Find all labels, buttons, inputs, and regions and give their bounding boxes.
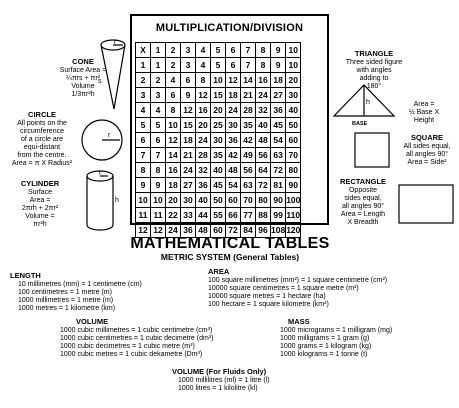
table-row: [136, 163, 301, 178]
table-cell: 9: [181, 88, 196, 103]
table-cell: 36: [226, 133, 241, 148]
table-cell: 28: [241, 103, 256, 118]
table-cell: 1: [151, 58, 166, 73]
cylinder-text: [4, 189, 76, 229]
table-cell: 30: [181, 193, 196, 208]
rectangle-section: [332, 178, 394, 227]
cylinder-line: Surface: [27, 188, 53, 196]
table-row: [136, 58, 301, 73]
table-cell: 70: [286, 148, 301, 163]
table-cell: 88: [256, 208, 271, 223]
square-shape: [355, 133, 389, 167]
square-section: [396, 134, 458, 167]
cone-line: Surface Area =: [59, 66, 107, 74]
square-line: all angles 90°: [405, 150, 449, 158]
table-cell: 72: [226, 223, 241, 238]
table-cell: 8: [166, 103, 181, 118]
header-cell: 8: [256, 43, 271, 58]
volume-text: [60, 327, 270, 359]
table-cell: 5: [211, 58, 226, 73]
table-cell: 21: [241, 88, 256, 103]
circle-label-r: r: [108, 132, 111, 139]
table-cell: 7: [151, 148, 166, 163]
table-cell: 20: [286, 73, 301, 88]
fluids-title: VOLUME (For Fluids Only): [172, 367, 267, 376]
table-cell: 55: [211, 208, 226, 223]
header-cell: 1: [151, 43, 166, 58]
volume-line: 1000 cubic decimetres = 1 cubic metre (m³): [60, 342, 195, 350]
table-cell: 16: [166, 163, 181, 178]
header-cell: 10: [286, 43, 301, 58]
table-cell: 40: [256, 118, 271, 133]
cylinder-diagram: [84, 168, 120, 234]
page-title: MATHEMATICAL TABLES: [130, 235, 330, 252]
triangle-line: with angles: [356, 66, 392, 74]
fluids-text: [172, 377, 332, 393]
cylinder-section: [4, 180, 76, 229]
table-cell: 24: [226, 103, 241, 118]
table-row: [136, 88, 301, 103]
length-line: 10 millimetres (mm) = 1 centimetre (cm): [18, 280, 142, 288]
table-cell: 72: [256, 178, 271, 193]
cone-label-r: r: [114, 39, 117, 46]
table-cell: 100: [286, 193, 301, 208]
fluids-line: 1000 millilitres (ml) = 1 litre (l): [178, 376, 270, 384]
table-cell: 6: [226, 58, 241, 73]
table-cell: 18: [181, 133, 196, 148]
table-cell: 18: [271, 73, 286, 88]
header-cell: 4: [136, 103, 151, 118]
cylinder-line: πr²h: [33, 220, 47, 228]
cone-side-left: [101, 45, 114, 109]
header-cell: 5: [136, 118, 151, 133]
mass-line: 1000 micrograms = 1 milligram (mg): [280, 326, 393, 334]
header-cell: 3: [136, 88, 151, 103]
circle-line: equi-distant: [23, 143, 61, 151]
volume-section: [60, 318, 270, 359]
table-cell: 30: [226, 118, 241, 133]
table-cell: 60: [226, 193, 241, 208]
triangle-area-text: [396, 101, 452, 125]
table-cell: 10: [151, 193, 166, 208]
table-cell: 40: [211, 163, 226, 178]
volume-line: 1000 cubic millimetres = 1 cubic centimetre (cm³): [60, 326, 213, 334]
header-cell: 2: [136, 73, 151, 88]
table-cell: 63: [241, 178, 256, 193]
table-cell: 18: [166, 178, 181, 193]
table-cell: 110: [286, 208, 301, 223]
cylinder-bottom: [87, 225, 113, 230]
square-line: All sides equal,: [403, 142, 451, 150]
table-cell: 4: [196, 58, 211, 73]
table-cell: 24: [181, 163, 196, 178]
mass-line: 1000 grams = 1 kilogram (kg): [280, 342, 372, 350]
table-cell: 12: [181, 103, 196, 118]
table-cell: 10: [286, 58, 301, 73]
page-subtitle: METRIC SYSTEM (General Tables): [160, 252, 300, 262]
table-cell: 27: [271, 88, 286, 103]
table-cell: 56: [241, 163, 256, 178]
cone-line: 1/3πr²h: [71, 90, 95, 98]
table-cell: 7: [241, 58, 256, 73]
table-cell: 84: [241, 223, 256, 238]
cone-side-right: [114, 45, 125, 109]
area-line: 10000 square metres = 1 hectare (ha): [208, 292, 326, 300]
table-cell: 9: [151, 178, 166, 193]
table-cell: 14: [241, 73, 256, 88]
header-cell: 9: [271, 43, 286, 58]
table-cell: 9: [271, 58, 286, 73]
header-cell: 6: [136, 133, 151, 148]
table-cell: 16: [196, 103, 211, 118]
rectangle-line: X Breadth: [347, 218, 379, 226]
table-cell: 4: [166, 73, 181, 88]
rectangle-text: [332, 187, 394, 227]
length-line: 1000 metres = 1 kilometre (km): [18, 304, 116, 312]
rectangle-diagram: [396, 182, 456, 226]
square-line: Area = Side²: [407, 158, 447, 166]
cone-title: CONE: [72, 57, 94, 66]
table-cell: 80: [286, 163, 301, 178]
table-cell: 60: [286, 133, 301, 148]
table-cell: 108: [271, 223, 286, 238]
table-cell: 3: [151, 88, 166, 103]
table-cell: 3: [181, 58, 196, 73]
table-cell: 42: [226, 148, 241, 163]
table-cell: 48: [226, 163, 241, 178]
table-cell: 80: [256, 193, 271, 208]
mass-section: [280, 318, 455, 359]
table-cell: 12: [166, 133, 181, 148]
cone-line: Volume: [71, 82, 95, 90]
area-section: [208, 268, 458, 309]
table-cell: 33: [181, 208, 196, 223]
table-cell: 2: [151, 73, 166, 88]
table-cell: 48: [196, 223, 211, 238]
length-section: [10, 272, 200, 313]
table-cell: 11: [151, 208, 166, 223]
length-line: 100 centimetres = 1 metre (m): [18, 288, 112, 296]
header-cell: 5: [211, 43, 226, 58]
triangle-label-base: BASE: [352, 121, 368, 127]
table-cell: 21: [181, 148, 196, 163]
table-cell: 44: [196, 208, 211, 223]
table-cell: 20: [166, 193, 181, 208]
table-cell: 25: [211, 118, 226, 133]
header-cell: 7: [241, 43, 256, 58]
table-cell: 96: [256, 223, 271, 238]
triangle-line: Area =: [413, 101, 435, 108]
table-cell: 10: [211, 73, 226, 88]
table-cell: 63: [271, 148, 286, 163]
table-cell: 10: [166, 118, 181, 133]
table-cell: 90: [286, 178, 301, 193]
table-cell: 12: [196, 88, 211, 103]
table-cell: 22: [166, 208, 181, 223]
triangle-diagram: [330, 82, 398, 128]
table-cell: 8: [151, 163, 166, 178]
rectangle-line: Area = Length: [340, 210, 386, 218]
circle-title: CIRCLE: [28, 110, 56, 119]
header-cell: 9: [136, 178, 151, 193]
table-cell: 40: [196, 193, 211, 208]
header-cell: 4: [196, 43, 211, 58]
volume-line: 1000 cubic metres = 1 cubic dekametre (Dm³): [60, 350, 203, 358]
area-line: 100 square millimetres (mm²) = 1 square centimetre (cm²): [208, 276, 388, 284]
area-text: [208, 277, 458, 309]
table-cell: 24: [256, 88, 271, 103]
table-cell: 28: [196, 148, 211, 163]
table-cell: 81: [271, 178, 286, 193]
table-row: [136, 103, 301, 118]
table-cell: 49: [241, 148, 256, 163]
header-cell: 6: [226, 43, 241, 58]
table-cell: 36: [271, 103, 286, 118]
table-row: [136, 133, 301, 148]
table-cell: 56: [256, 148, 271, 163]
circle-line: circumference: [20, 127, 64, 135]
header-cell: 2: [166, 43, 181, 58]
cylinder-line: Area =: [29, 196, 51, 204]
table-cell: 64: [256, 163, 271, 178]
table-cell: 45: [211, 178, 226, 193]
area-line: 100 hectare = 1 square kilometre (km²): [208, 300, 329, 308]
table-cell: 6: [181, 73, 196, 88]
circle-line: from the centre.: [17, 151, 67, 159]
fluids-line: 1000 litres = 1 kilolitre (kl): [178, 384, 258, 392]
circle-line: All points on the: [17, 119, 67, 127]
table-row: [136, 73, 301, 88]
table-cell: 90: [271, 193, 286, 208]
table-cell: 66: [226, 208, 241, 223]
table-cell: 15: [181, 118, 196, 133]
table-cell: 12: [226, 73, 241, 88]
table-cell: 6: [166, 88, 181, 103]
length-text: [10, 281, 200, 313]
multiplication-table: [130, 14, 329, 235]
table-row: [136, 208, 301, 223]
table-cell: 6: [151, 133, 166, 148]
mass-line: 1000 kilograms = 1 tonne (t): [280, 350, 368, 358]
cylinder-label-r: r: [99, 170, 102, 177]
triangle-title: TRIANGLE: [354, 49, 394, 58]
table-cell: 50: [211, 193, 226, 208]
length-title: LENGTH: [10, 271, 41, 280]
table-row: [136, 118, 301, 133]
table-cell: 60: [211, 223, 226, 238]
table-cell: 36: [181, 223, 196, 238]
table-cell: 24: [196, 133, 211, 148]
table-cell: 120: [286, 223, 301, 238]
area-title: AREA: [208, 267, 230, 276]
table-cell: 5: [151, 118, 166, 133]
table-cell: 4: [151, 103, 166, 118]
fluids-section: [172, 368, 332, 393]
table-row: [136, 178, 301, 193]
table-cell: 24: [166, 223, 181, 238]
area-line: 10000 square centimetres = 1 square metre (m²): [208, 284, 359, 292]
cylinder-title: CYLINDER: [20, 179, 60, 188]
table-cell: 18: [226, 88, 241, 103]
table-row: [136, 43, 301, 58]
table-cell: 50: [286, 118, 301, 133]
square-title: SQUARE: [410, 133, 444, 142]
header-cell: 10: [136, 193, 151, 208]
mass-text: [280, 327, 455, 359]
table-cell: 14: [166, 148, 181, 163]
mass-title: MASS: [288, 317, 310, 326]
table-cell: 72: [271, 163, 286, 178]
table-cell: 45: [271, 118, 286, 133]
table-cell: 77: [241, 208, 256, 223]
volume-title: VOLUME: [76, 317, 109, 326]
triangle-line: 180°: [366, 82, 382, 90]
table-cell: 42: [241, 133, 256, 148]
circle-line: Area = π X Radius²: [11, 159, 73, 167]
header-cell: X: [136, 43, 151, 58]
triangle-line: ½ Base X: [408, 109, 440, 116]
triangle-line: Three sided figure: [345, 58, 403, 66]
circle-text: [4, 120, 80, 168]
table-cell: 8: [256, 58, 271, 73]
triangle-line: Height: [413, 117, 435, 124]
table-cell: 54: [226, 178, 241, 193]
table-cell: 32: [256, 103, 271, 118]
table-cell: 27: [181, 178, 196, 193]
table-cell: 35: [241, 118, 256, 133]
table-cell: 2: [166, 58, 181, 73]
cone-line: ¼πrs + πr²: [66, 74, 100, 82]
table-title: MULTIPLICATION/DIVISION: [155, 22, 304, 34]
table-cell: 70: [241, 193, 256, 208]
table-cell: 40: [286, 103, 301, 118]
table-cell: 30: [211, 133, 226, 148]
rectangle-title: RECTANGLE: [339, 177, 387, 186]
circle-section: [4, 111, 80, 168]
header-cell: 3: [181, 43, 196, 58]
multiplication-grid: [135, 42, 301, 238]
header-cell: 12: [136, 223, 151, 238]
cylinder-label-h: h: [115, 197, 119, 204]
table-row: [136, 193, 301, 208]
cone-label-s: s: [98, 78, 102, 85]
square-text: [396, 143, 458, 167]
cone-diagram: [96, 35, 132, 115]
table-cell: 99: [271, 208, 286, 223]
length-line: 1000 millimetres = 1 metre (m): [18, 296, 114, 304]
table-cell: 30: [286, 88, 301, 103]
table-cell: 8: [196, 73, 211, 88]
cylinder-line: Volume =: [25, 212, 55, 220]
table-cell: 16: [256, 73, 271, 88]
table-cell: 35: [211, 148, 226, 163]
header-cell: 1: [136, 58, 151, 73]
table-cell: 48: [256, 133, 271, 148]
table-cell: 32: [196, 163, 211, 178]
rectangle-line: sides equal,: [344, 194, 382, 202]
table-cell: 12: [151, 223, 166, 238]
header-cell: 7: [136, 148, 151, 163]
table-cell: 20: [211, 103, 226, 118]
table-cell: 20: [196, 118, 211, 133]
rectangle-shape: [399, 185, 453, 223]
header-cell: 8: [136, 163, 151, 178]
rectangle-line: all angles 90°: [341, 202, 385, 210]
table-row: [136, 148, 301, 163]
table-cell: 15: [211, 88, 226, 103]
triangle-label-h: h: [366, 99, 370, 106]
cylinder-line: 2πrh + 2πr²: [21, 204, 59, 212]
table-cell: 36: [196, 178, 211, 193]
circle-diagram: [80, 118, 124, 162]
header-cell: 11: [136, 208, 151, 223]
rectangle-line: Opposite: [348, 186, 378, 194]
triangle-line: adding to: [359, 74, 389, 82]
square-diagram: [352, 130, 392, 170]
mass-line: 1000 milligrams = 1 gram (g): [280, 334, 370, 342]
table-cell: 54: [271, 133, 286, 148]
volume-line: 1000 cubic centimetres = 1 cubic decimetre (dm³): [60, 334, 214, 342]
circle-line: of a circle are: [20, 135, 64, 143]
